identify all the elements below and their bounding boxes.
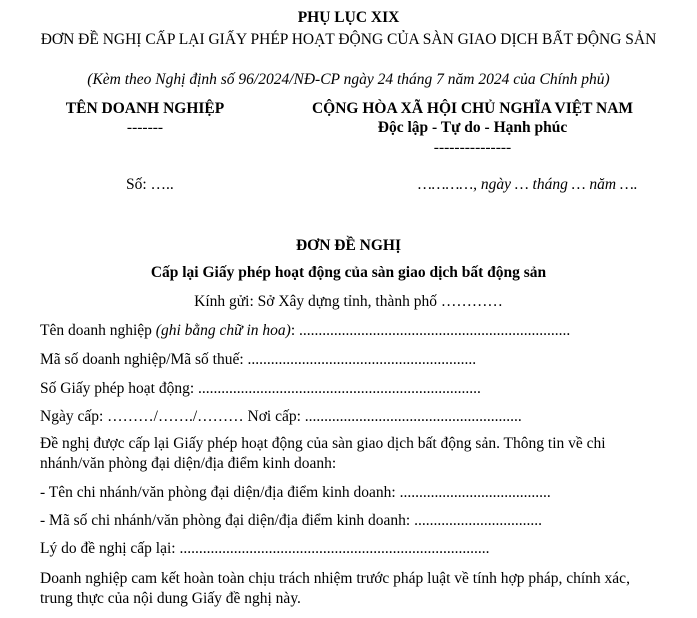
commitment-paragraph: Doanh nghiệp cam kết hoàn toàn chịu trách nhiệm trước pháp luật về tính hợp pháp, chính xác, trung thực của nội dung Giấy đề nghị này.	[40, 570, 630, 607]
form-title: ĐƠN ĐỀ NGHỊ	[295, 237, 402, 254]
appendix-note: (Kèm theo Nghị định số 96/2024/NĐ-CP ngày 24 tháng 7 năm 2024 của Chính phủ)	[87, 71, 610, 88]
company-label: TÊN DOANH NGHIỆP	[65, 100, 225, 117]
branch-code-field: - Mã số chi nhánh/văn phòng đại diện/địa điểm kinh doanh: .................................	[40, 512, 542, 529]
nation-motto: Độc lập - Tự do - Hạnh phúc	[377, 119, 568, 136]
license-number-field: Số Giấy phép hoạt động: .........................................................................	[40, 380, 481, 397]
recipient-line: Kính gửi: Sở Xây dựng tỉnh, thành phố …………	[194, 293, 503, 310]
appendix-subtitle: ĐƠN ĐỀ NGHỊ CẤP LẠI GIẤY PHÉP HOẠT ĐỘNG CỦA SÀN GIAO DỊCH BẤT ĐỘNG SẢN	[40, 31, 657, 48]
reason-field: Lý do đề nghị cấp lại: ................................................................................	[40, 540, 490, 557]
nation-title: CỘNG HÒA XÃ HỘI CHỦ NGHĨA VIỆT NAM	[311, 100, 634, 117]
document-date: …………, ngày … tháng … năm ….	[418, 176, 638, 193]
appendix-title: PHỤ LỤC XIX	[297, 9, 400, 26]
company-name-hint: (ghi bằng chữ in hoa)	[155, 322, 291, 339]
company-name-field	[40, 322, 570, 341]
company-name-dots: : ......................................................................	[290, 322, 571, 339]
branch-name-field: - Tên chi nhánh/văn phòng đại diện/địa điểm kinh doanh: .......................................	[40, 484, 551, 501]
form-subtitle: Cấp lại Giấy phép hoạt động của sàn giao dịch bất động sản	[150, 264, 547, 281]
motto-dash: ---------------	[433, 139, 512, 156]
issue-date-place-field: Ngày cấp: ………/……./……… Nơi cấp: ........................................................	[40, 408, 522, 425]
company-dash: -------	[126, 119, 164, 136]
document-number: Số: …..	[126, 176, 174, 193]
request-paragraph: Đề nghị được cấp lại Giấy phép hoạt động của sàn giao dịch bất động sản. Thông tin về chi nhánh/văn phòng đại diện/địa điểm kinh doanh:	[40, 435, 606, 472]
company-name-label: Tên doanh nghiệp	[40, 322, 152, 339]
tax-code-field: Mã số doanh nghiệp/Mã số thuế: ...........................................................	[40, 351, 477, 368]
